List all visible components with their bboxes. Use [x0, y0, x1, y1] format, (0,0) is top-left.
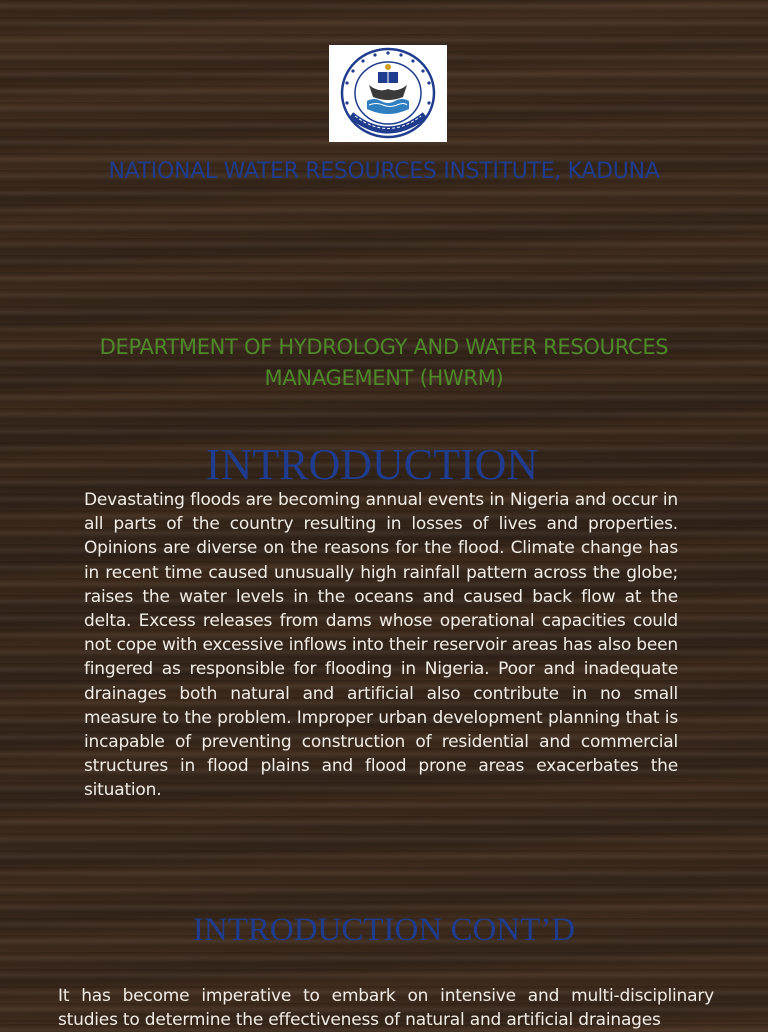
introduction-cont-body: It has become imperative to embark on intensive and multi-disciplinary studies to determine the effectiveness of natural and artificial drainages	[58, 986, 714, 1031]
institute-title: NATIONAL WATER RESOURCES INSTITUTE, KADUNA	[108, 159, 660, 184]
department-title: DEPARTMENT OF HYDROLOGY AND WATER RESOURCES MANAGEMENT (HWRM)	[99, 335, 669, 390]
introduction-cont-heading: INTRODUCTION CONT’D	[192, 912, 576, 948]
seal-icon	[329, 45, 447, 142]
institute-logo	[329, 45, 447, 142]
introduction-heading: INTRODUCTION	[205, 440, 539, 489]
introduction-body: Devastating floods are becoming annual events in Nigeria and occur in all parts of the country resulting in losses of lives and properties. Opinions are diverse on the reasons for the flood. Climate change has in recent time caused unusually high rainfall pattern across the globe; raises the water levels in the oceans and caused back flow at the delta. Excess releases from dams whose operational capacities could not cope with excessive inflows into their reservoir areas has also been fingered as responsible for flooding in Nigeria. Poor and inadequate drainages both natural and artificial also contribute in no small measure to the problem. Improper urban development planning that is incapable of preventing construction of residential and commercial structures in flood plains and flood prone areas exacerbates the situation.	[84, 490, 678, 801]
